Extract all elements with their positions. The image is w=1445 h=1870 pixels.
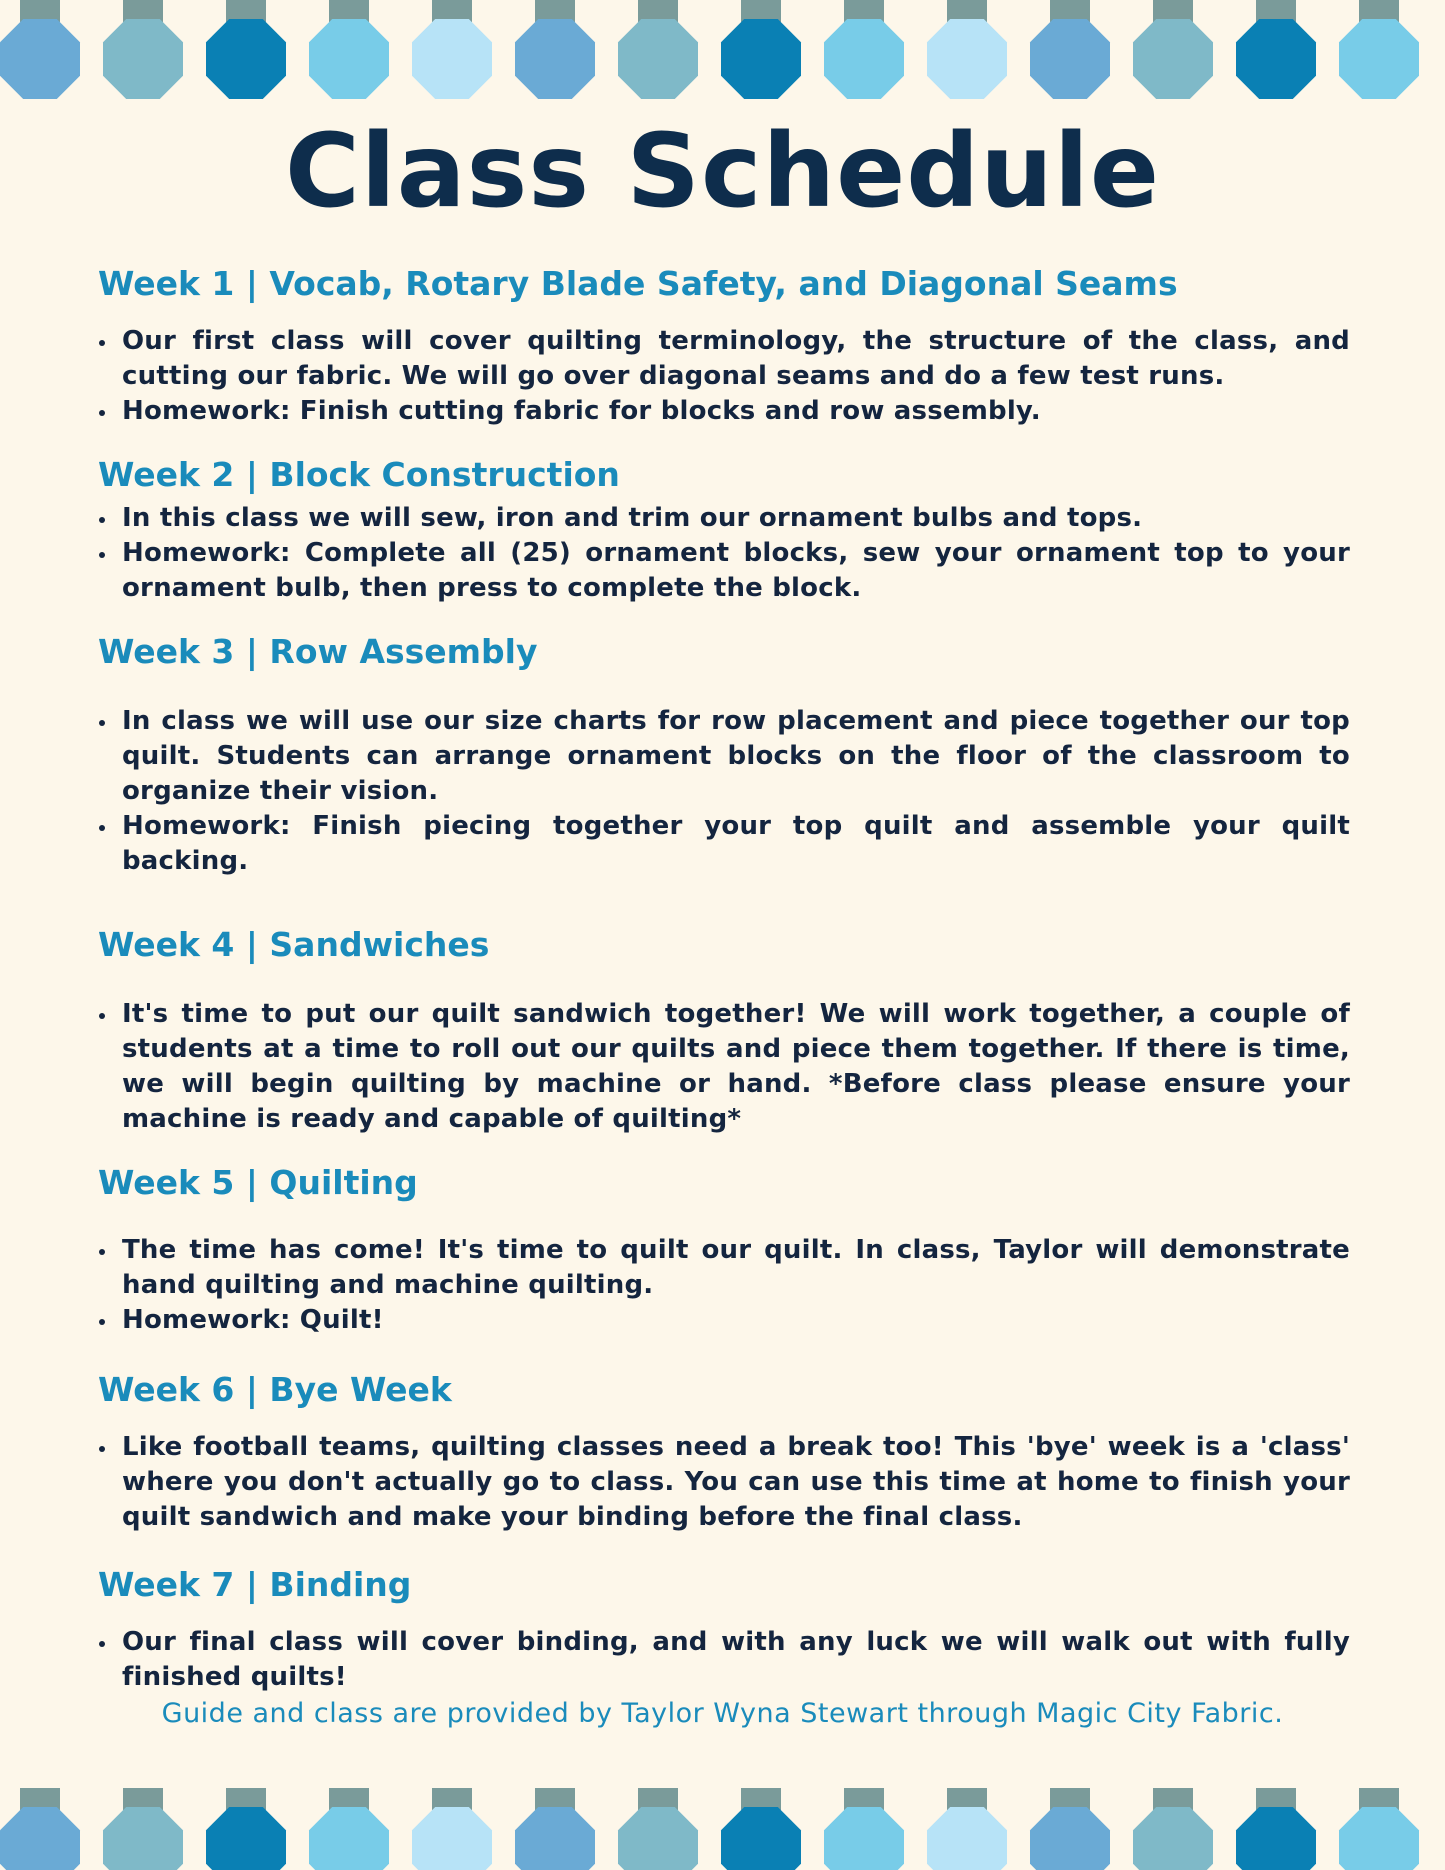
ornament-icon [309, 0, 389, 99]
list-item: Homework: Quilt! [98, 1303, 1350, 1338]
ornament-icon [206, 0, 286, 99]
list-item: Homework: Finish piecing together your top quilt and assemble your quilt backing. [98, 809, 1350, 879]
ornament-icon [1236, 1788, 1316, 1870]
ornament-icon [103, 0, 183, 99]
week-1-list [98, 324, 1350, 429]
list-item: Like football teams, quilting classes need a break too! This 'bye' week is a 'class' where you don't actually go to class. You can use this time at home to finish your quilt sandwich and make your binding before the final class. [98, 1430, 1350, 1535]
ornament-icon [206, 1788, 286, 1870]
schedule-content [98, 262, 1350, 1695]
ornament-icon [927, 1788, 1007, 1870]
week-7-list [98, 1625, 1350, 1695]
list-item: It's time to put our quilt sandwich together! We will work together, a couple of students at a time to roll out our quilts and piece them together. If there is time, we will begin quilting by machine or hand. *Before class please ensure your machine is ready and capable of quilting* [98, 997, 1350, 1137]
ornament-icon [103, 1788, 183, 1870]
ornament-icon [309, 1788, 389, 1870]
ornament-icon [1236, 0, 1316, 99]
week-7-heading: Week 7 | Binding [98, 1565, 412, 1604]
week-4-list [98, 997, 1350, 1137]
list-item: Our first class will cover quilting terminology, the structure of the class, and cutting our fabric. We will go over diagonal seams and do a few test runs. [98, 324, 1350, 394]
ornament-icon [1030, 0, 1110, 99]
ornament-icon [515, 1788, 595, 1870]
ornament-icon [1339, 1788, 1419, 1870]
week-6-heading: Week 6 | Bye Week [98, 1370, 452, 1409]
ornament-icon [721, 1788, 801, 1870]
week-1-heading: Week 1 | Vocab, Rotary Blade Safety, and Diagonal Seams [98, 264, 1178, 303]
ornament-icon [618, 0, 698, 99]
ornament-icon [0, 0, 80, 99]
week-4-heading: Week 4 | Sandwiches [98, 925, 490, 964]
list-item: The time has come! It's time to quilt our quilt. In class, Taylor will demonstrate hand quilting and machine quilting. [98, 1233, 1350, 1303]
list-item: In this class we will sew, iron and trim our ornament bulbs and tops. [98, 501, 1350, 536]
week-2-section [98, 453, 1350, 606]
list-item: Homework: Finish cutting fabric for blocks and row assembly. [98, 394, 1350, 429]
week-3-list [98, 704, 1350, 879]
ornament-icon [721, 0, 801, 99]
page-title: Class Schedule [284, 112, 1161, 231]
ornament-icon [1030, 1788, 1110, 1870]
ornament-icon [1133, 0, 1213, 99]
list-item: In class we will use our size charts for row placement and piece together our top quilt. Students can arrange ornament blocks on the floor of the classroom to organize their vision. [98, 704, 1350, 809]
ornament-icon [824, 1788, 904, 1870]
week-6-section [98, 1368, 1350, 1535]
week-3-section [98, 630, 1350, 879]
ornament-icon [618, 1788, 698, 1870]
ornament-icon [824, 0, 904, 99]
week-6-list [98, 1430, 1350, 1535]
ornament-border-top [0, 0, 1445, 100]
week-4-section [98, 923, 1350, 1137]
ornament-border-svg [0, 0, 1445, 100]
week-7-section [98, 1563, 1350, 1695]
ornament-icon [1133, 1788, 1213, 1870]
week-2-list [98, 501, 1350, 606]
footer-credit: Guide and class are provided by Taylor Wyna Stewart through Magic City Fabric. [161, 1698, 1284, 1729]
ornament-icon [515, 0, 595, 99]
ornament-border-bottom [0, 1770, 1445, 1870]
week-5-heading: Week 5 | Quilting [98, 1163, 418, 1202]
ornament-icon [0, 1788, 80, 1870]
ornament-border-svg [0, 1770, 1445, 1870]
week-1-section [98, 262, 1350, 429]
week-5-section [98, 1161, 1350, 1338]
list-item: Homework: Complete all (25) ornament blocks, sew your ornament top to your ornament bulb, then press to complete the block. [98, 536, 1350, 606]
week-5-list [98, 1233, 1350, 1338]
week-3-heading: Week 3 | Row Assembly [98, 632, 538, 671]
list-item: Our final class will cover binding, and with any luck we will walk out with fully finished quilts! [98, 1625, 1350, 1695]
ornament-icon [1339, 0, 1419, 99]
ornament-icon [927, 0, 1007, 99]
ornament-icon [412, 0, 492, 99]
ornament-icon [412, 1788, 492, 1870]
week-2-heading: Week 2 | Block Construction [98, 455, 620, 494]
